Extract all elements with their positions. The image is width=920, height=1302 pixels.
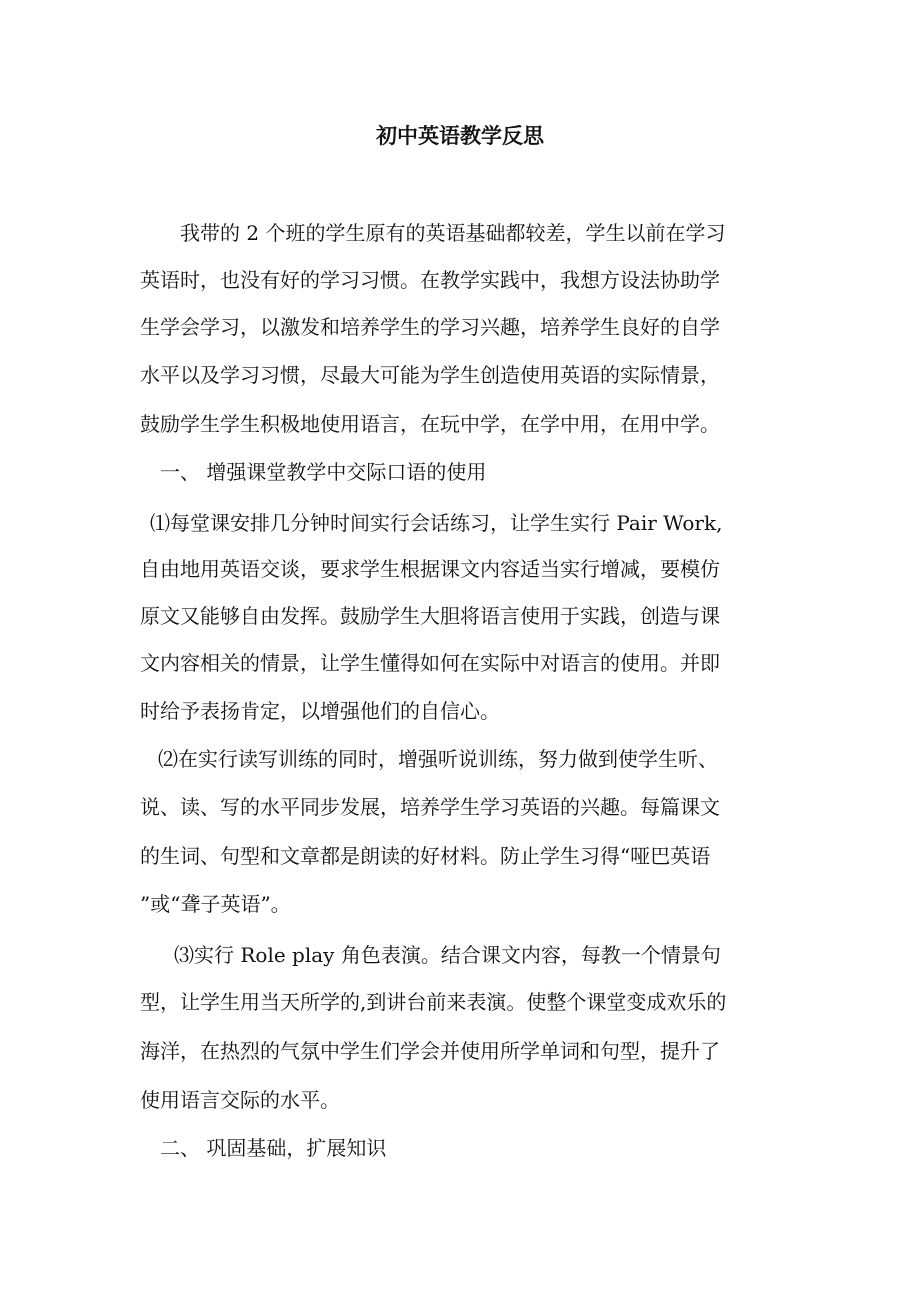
paragraph-line: 海洋，在热烈的气氛中学生们学会并使用所学单词和句型，提升了 <box>140 1039 720 1063</box>
paragraph-line: 鼓励学生学生积极地使用语言，在玩中学，在学中用，在用中学。 <box>140 412 720 436</box>
paragraph-line: 水平以及学习习惯，尽最大可能为学生创造使用英语的实际情景， <box>140 363 720 387</box>
paragraph-line: 型，让学生用当天所学的,到讲台前来表演。使整个课堂变成欢乐的 <box>140 990 727 1014</box>
paragraph-line: 原文又能够自由发挥。鼓励学生大胆将语言使用于实践，创造与课 <box>140 604 720 628</box>
paragraph-line: 我带的 2 个班的学生原有的英语基础都较差，学生以前在学习 <box>180 221 726 245</box>
paragraph-line: 使用语言交际的水平。 <box>140 1088 340 1112</box>
paragraph-line: 英语时，也没有好的学习习惯。在教学实践中，我想方设法协助学 <box>140 268 720 292</box>
paragraph-line: 文内容相关的情景，让学生懂得如何在实际中对语言的使用。并即 <box>140 651 720 675</box>
paragraph-line: 时给予表扬肯定，以增强他们的自信心。 <box>140 699 500 723</box>
paragraph-line: 的生词、句型和文章都是朗读的好材料。防止学生习得“哑巴英语 <box>140 844 711 868</box>
paragraph-line: ⑴每堂课安排几分钟时间实行会话练习，让学生实行 Pair Work, <box>150 511 723 535</box>
paragraph-line: ⑵在实行读写训练的同时，增强听说训练，努力做到使学生听、 <box>158 747 718 771</box>
section-heading: 一、 增强课堂教学中交际口语的使用 <box>160 460 487 484</box>
document-title: 初中英语教学反思 <box>376 123 544 148</box>
paragraph-line: ⑶实行 Role play 角色表演。结合课文内容，每教一个情景句 <box>174 943 721 967</box>
paragraph-line: 说、读、写的水平同步发展，培养学生学习英语的兴趣。每篇课文 <box>140 795 720 819</box>
section-heading: 二、 巩固基础，扩展知识 <box>160 1136 387 1160</box>
paragraph-line: 自由地用英语交谈，要求学生根据课文内容适当实行增减，要模仿 <box>140 557 720 581</box>
paragraph-line: 生学会学习，以激发和培养学生的学习兴趣，培养学生良好的自学 <box>140 315 720 339</box>
paragraph-line: ”或“聋子英语”。 <box>140 892 291 916</box>
